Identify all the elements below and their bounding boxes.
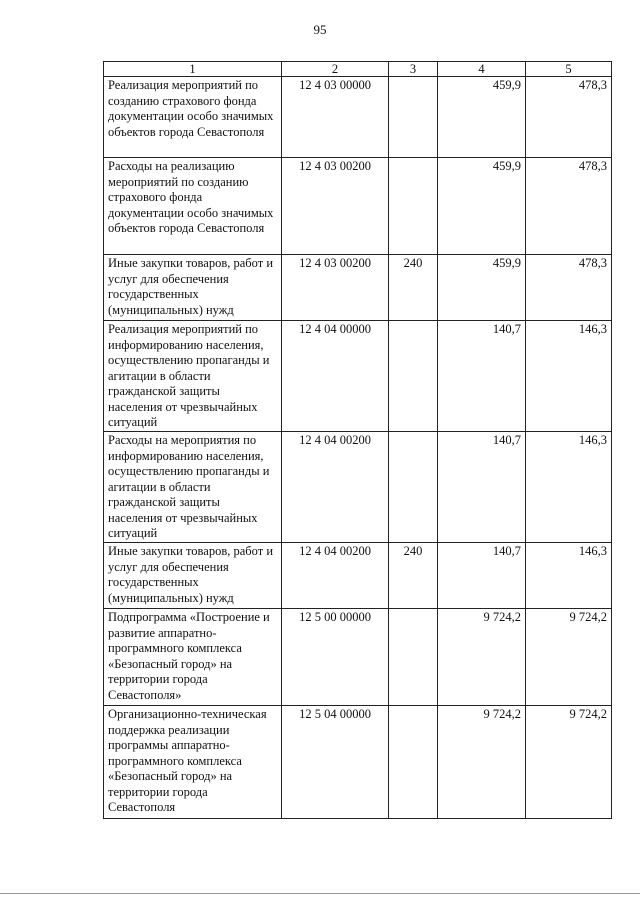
row-name: Подпрограмма «Построение и развитие аппаратно-программного комплекса «Безопасный город» на территории города Севастополя»: [104, 609, 282, 706]
row-name: Реализация мероприятий по информированию населения, осуществлению пропаганды и агитации в области гражданской защиты населения от чрезвычайных ситуаций: [104, 321, 282, 432]
row-expense-type: [389, 706, 438, 819]
scan-bottom-edge: [0, 893, 640, 894]
column-header-1: 1: [104, 62, 282, 77]
row-name: Расходы на реализацию мероприятий по созданию страхового фонда документации особо значимых объектов города Севастополя: [104, 158, 282, 255]
table-row: [104, 77, 612, 158]
column-header-4: 4: [438, 62, 526, 77]
column-header-3: 3: [389, 62, 438, 77]
table-row: [104, 432, 612, 543]
row-value-4: 9 724,2: [438, 609, 526, 706]
row-value-5: 478,3: [526, 77, 612, 158]
table-row: [104, 158, 612, 255]
row-code: 12 4 04 00200: [282, 432, 389, 543]
row-code: 12 4 03 00200: [282, 255, 389, 321]
row-expense-type: 240: [389, 255, 438, 321]
row-expense-type: [389, 609, 438, 706]
row-value-5: 146,3: [526, 321, 612, 432]
row-value-4: 459,9: [438, 158, 526, 255]
row-value-4: 140,7: [438, 543, 526, 609]
row-expense-type: 240: [389, 543, 438, 609]
row-code: 12 4 04 00200: [282, 543, 389, 609]
row-name: Реализация мероприятий по созданию страхового фонда документации особо значимых объектов города Севастополя: [104, 77, 282, 158]
row-code: 12 4 03 00200: [282, 158, 389, 255]
table-row: [104, 609, 612, 706]
row-value-4: 140,7: [438, 432, 526, 543]
row-code: 12 5 04 00000: [282, 706, 389, 819]
row-name: Иные закупки товаров, работ и услуг для обеспечения государственных (муниципальных) нужд: [104, 543, 282, 609]
row-name: Расходы на мероприятия по информированию населения, осуществлению пропаганды и агитации в области гражданской защиты населения от чрезвычайных ситуаций: [104, 432, 282, 543]
row-value-4: 140,7: [438, 321, 526, 432]
row-name: Иные закупки товаров, работ и услуг для обеспечения государственных (муниципальных) нужд: [104, 255, 282, 321]
table-row: [104, 706, 612, 819]
row-value-5: 478,3: [526, 255, 612, 321]
row-value-4: 459,9: [438, 77, 526, 158]
row-code: 12 4 03 00000: [282, 77, 389, 158]
row-code: 12 5 00 00000: [282, 609, 389, 706]
table-row: [104, 255, 612, 321]
budget-table: [103, 61, 612, 819]
row-value-5: 9 724,2: [526, 609, 612, 706]
row-code: 12 4 04 00000: [282, 321, 389, 432]
row-value-5: 478,3: [526, 158, 612, 255]
row-expense-type: [389, 158, 438, 255]
column-header-2: 2: [282, 62, 389, 77]
table-row: [104, 321, 612, 432]
row-value-4: 9 724,2: [438, 706, 526, 819]
row-value-5: 9 724,2: [526, 706, 612, 819]
row-name: Организационно-техническая поддержка реализации программы аппаратно-программного комплекса «Безопасный город» на территории города Севастополя: [104, 706, 282, 819]
row-value-5: 146,3: [526, 432, 612, 543]
row-expense-type: [389, 432, 438, 543]
column-header-5: 5: [526, 62, 612, 77]
row-expense-type: [389, 77, 438, 158]
table-row: [104, 543, 612, 609]
row-value-4: 459,9: [438, 255, 526, 321]
table-header-row: [104, 62, 612, 77]
row-expense-type: [389, 321, 438, 432]
row-value-5: 146,3: [526, 543, 612, 609]
page-number: 95: [313, 22, 327, 37]
